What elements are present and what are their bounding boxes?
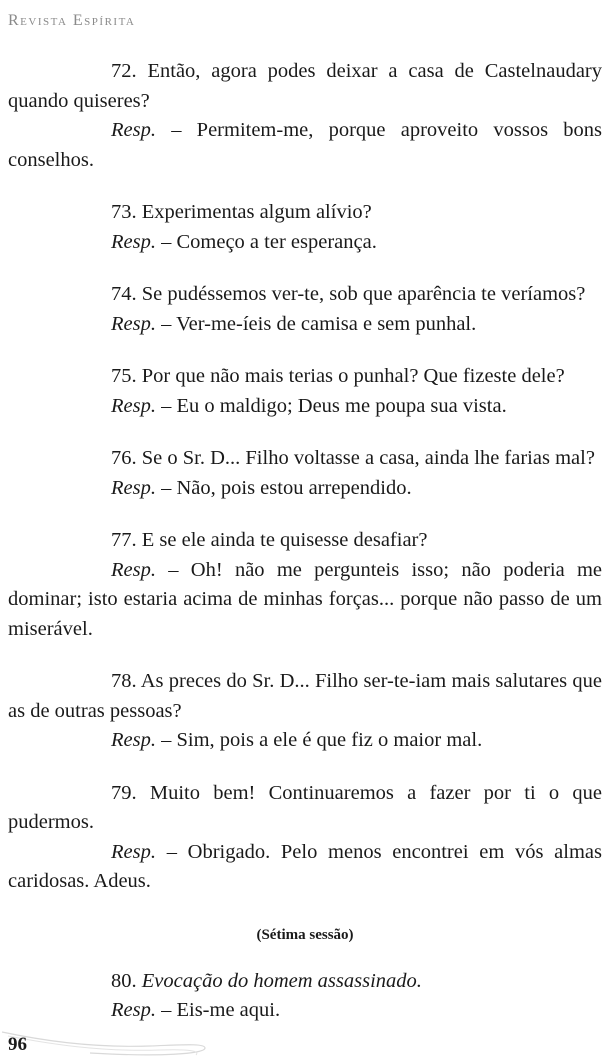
decorative-swoosh-icon (0, 1010, 230, 1063)
question-74: 74. Se pudéssemos ver-te, sob que aparência te veríamos? (111, 283, 586, 305)
question-80 (8, 967, 602, 997)
question-78: 78. As preces do Sr. D... Filho ser-te-iam mais salutares que as de outras pessoas? (8, 670, 602, 722)
resp-label: Resp. (111, 476, 156, 499)
question-77: 77. E se ele ainda te quisesse desafiar? (111, 529, 428, 551)
answer-text: – Eu o maldigo; Deus me poupa sua vista. (155, 394, 507, 417)
question-text: Evocação do homem assassinado. (141, 969, 422, 992)
answer-77 (8, 556, 602, 645)
answer-text: – Não, pois estou arrependido. (155, 476, 412, 499)
answer-text: – Obrigado. Pelo menos encontrei em vós almas caridosas. Adeus. (8, 840, 602, 892)
question-number: 80. (111, 969, 142, 992)
resp-label: Resp. (111, 558, 156, 581)
question-76: 76. Se o Sr. D... Filho voltasse a casa, ainda lhe farias mal? (111, 447, 595, 469)
resp-label: Resp. (111, 230, 156, 253)
answer-text: – Eis-me aqui. (155, 999, 281, 1021)
answer-text: – Oh! não me pergunteis isso; não poderia me dominar; isto estaria acima de minhas forças... porque não passo de um miserável. (8, 558, 602, 640)
answer-text: – Sim, pois a ele é que fiz o maior mal. (155, 729, 483, 751)
answer-72 (8, 116, 602, 175)
answer-text: – Começo a ter esperança. (155, 230, 377, 253)
answer-text: – Ver-me-íeis de camisa e sem punhal. (155, 312, 477, 335)
page-number: 96 (8, 1034, 27, 1055)
question-72: 72. Então, agora podes deixar a casa de Castelnaudary quando quiseres? (8, 60, 602, 112)
resp-label: Resp. (111, 119, 156, 141)
answer-text: – Permitem-me, porque aproveito vossos bons conselhos. (8, 119, 602, 171)
resp-label: Resp. (111, 394, 156, 417)
section-heading: (Sétima sessão) (256, 926, 354, 943)
answer-75 (8, 392, 602, 422)
answer-74 (8, 310, 602, 340)
resp-label: Resp. (111, 999, 156, 1021)
resp-label: Resp. (111, 729, 156, 751)
resp-label: Resp. (111, 312, 156, 335)
answer-79 (8, 838, 602, 897)
answer-76 (8, 474, 602, 504)
question-75: 75. Por que não mais terias o punhal? Que fizeste dele? (111, 365, 565, 387)
running-head: Revista Espírita (8, 12, 136, 29)
question-79: 79. Muito bem! Continuaremos a fazer por ti o que pudermos. (8, 781, 602, 833)
answer-78 (8, 726, 602, 756)
answer-73 (8, 228, 602, 258)
page-body (8, 57, 602, 1026)
resp-label: Resp. (111, 840, 156, 863)
question-73: 73. Experimentas algum alívio? (111, 201, 372, 223)
